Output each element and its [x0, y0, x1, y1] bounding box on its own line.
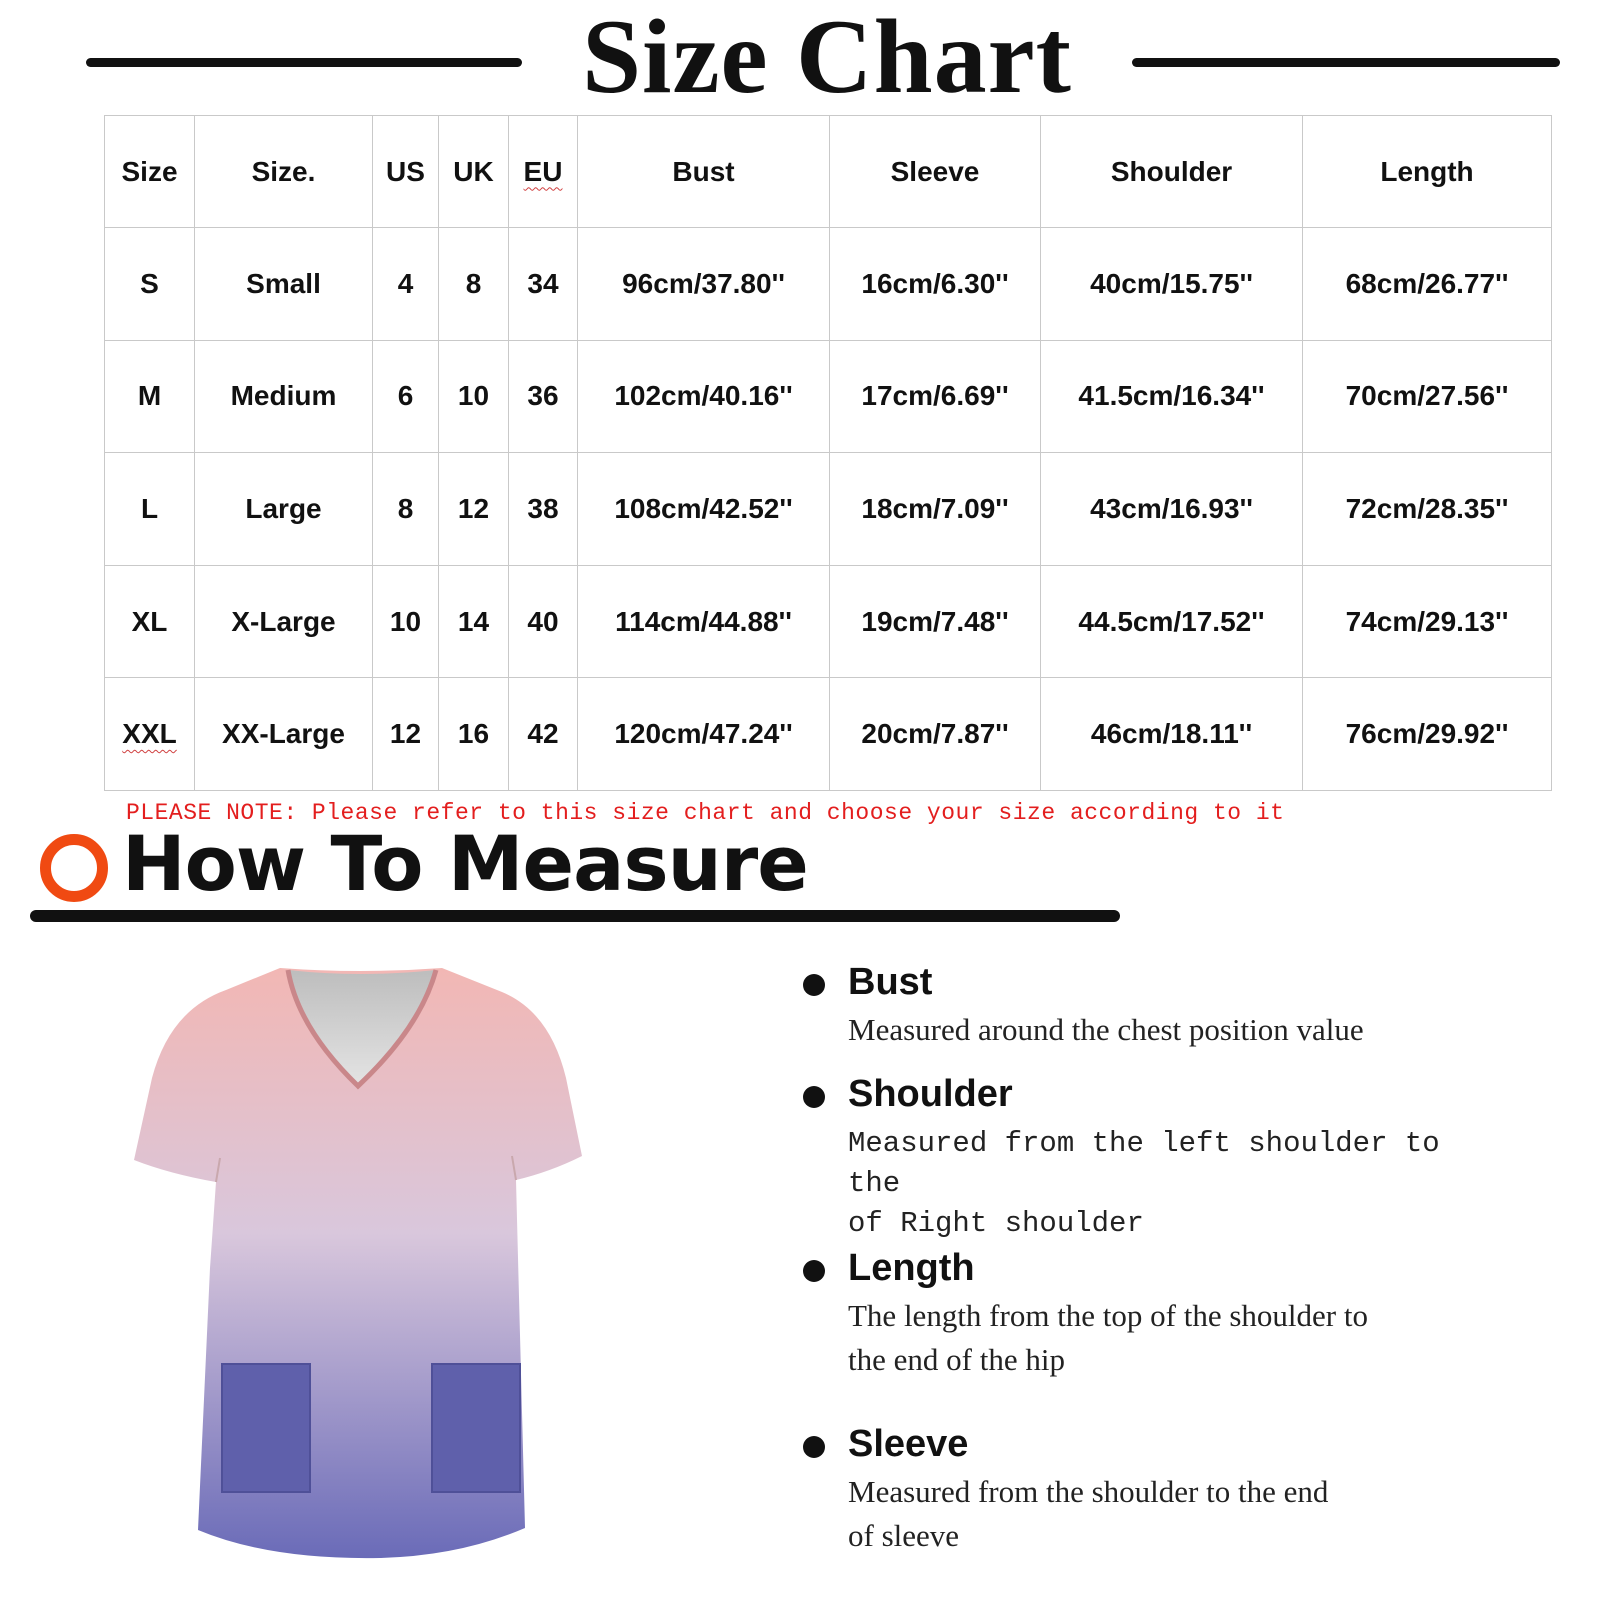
table-cell: 14	[439, 565, 509, 678]
table-row	[105, 228, 1552, 341]
size-table	[104, 115, 1552, 791]
page-title: Size Chart	[582, 0, 1072, 115]
table-cell: 6	[373, 340, 439, 453]
gradient-shirt-image	[130, 968, 610, 1568]
desc-line: of sleeve	[848, 1518, 960, 1553]
table-cell: 42	[509, 678, 578, 791]
column-header: Shoulder	[1041, 116, 1303, 228]
table-cell: 20cm/7.87''	[830, 678, 1041, 791]
table-cell: 18cm/7.09''	[830, 453, 1041, 566]
table-cell: 12	[439, 453, 509, 566]
column-header: EU	[509, 116, 578, 228]
bullet-dot-icon	[803, 1086, 825, 1108]
column-header: Bust	[578, 116, 830, 228]
measure-item-desc	[848, 1294, 1508, 1382]
table-cell: 16	[439, 678, 509, 791]
bullet-dot-icon	[803, 1260, 825, 1282]
desc-line: the end of the hip	[848, 1342, 1065, 1377]
table-cell: 70cm/27.56''	[1303, 340, 1552, 453]
desc-line: The length from the top of the shoulder to	[848, 1298, 1368, 1333]
table-cell: M	[105, 340, 195, 453]
table-cell: 19cm/7.48''	[830, 565, 1041, 678]
column-header: Size	[105, 116, 195, 228]
measure-item-title: Shoulder	[848, 1073, 1013, 1115]
column-header: US	[373, 116, 439, 228]
table-cell: 46cm/18.11''	[1041, 678, 1303, 791]
table-cell: 40cm/15.75''	[1041, 228, 1303, 341]
table-cell: 72cm/28.35''	[1303, 453, 1552, 566]
table-cell: 68cm/26.77''	[1303, 228, 1552, 341]
measure-item-desc	[848, 1124, 1508, 1244]
column-header: Sleeve	[830, 116, 1041, 228]
table-cell: 34	[509, 228, 578, 341]
column-header: UK	[439, 116, 509, 228]
table-cell: 10	[373, 565, 439, 678]
table-cell: Small	[195, 228, 373, 341]
table-cell: 12	[373, 678, 439, 791]
bullet-dot-icon	[803, 1436, 825, 1458]
table-cell: 41.5cm/16.34''	[1041, 340, 1303, 453]
desc-line: Measured from the left shoulder to the	[848, 1127, 1440, 1200]
size-chart-header	[0, 0, 1600, 115]
desc-line: of Right shoulder	[848, 1207, 1144, 1240]
table-cell: 108cm/42.52''	[578, 453, 830, 566]
title-rule-right	[1132, 58, 1560, 67]
table-cell: 40	[509, 565, 578, 678]
table-cell: 38	[509, 453, 578, 566]
table-cell: 43cm/16.93''	[1041, 453, 1303, 566]
desc-line: Measured from the shoulder to the end	[848, 1474, 1329, 1509]
table-row	[105, 565, 1552, 678]
table-cell: 96cm/37.80''	[578, 228, 830, 341]
table-header-row	[105, 116, 1552, 228]
table-cell: 76cm/29.92''	[1303, 678, 1552, 791]
table-cell: Medium	[195, 340, 373, 453]
how-to-measure-rule	[30, 910, 1120, 922]
measure-item-desc	[848, 1008, 1508, 1052]
table-cell: XX-Large	[195, 678, 373, 791]
table-cell: 17cm/6.69''	[830, 340, 1041, 453]
table-cell: 74cm/29.13''	[1303, 565, 1552, 678]
column-header: Length	[1303, 116, 1552, 228]
measure-item-desc	[848, 1470, 1508, 1558]
table-cell: 8	[373, 453, 439, 566]
table-cell: XL	[105, 565, 195, 678]
table-cell: 36	[509, 340, 578, 453]
measure-item-title: Bust	[848, 961, 933, 1003]
measure-item-title: Length	[848, 1247, 975, 1289]
table-row	[105, 453, 1552, 566]
table-cell: 120cm/47.24''	[578, 678, 830, 791]
table-cell: Large	[195, 453, 373, 566]
bullet-dot-icon	[803, 974, 825, 996]
table-cell: 16cm/6.30''	[830, 228, 1041, 341]
size-note: PLEASE NOTE: Please refer to this size chart and choose your size according to it	[126, 800, 1285, 826]
how-to-measure-title: How To Measure	[122, 819, 808, 908]
desc-line: Measured around the chest position value	[848, 1012, 1364, 1047]
table-cell: 10	[439, 340, 509, 453]
table-cell: 44.5cm/17.52''	[1041, 565, 1303, 678]
table-cell: 8	[439, 228, 509, 341]
table-cell: L	[105, 453, 195, 566]
table-row	[105, 340, 1552, 453]
measure-item-title: Sleeve	[848, 1423, 969, 1465]
table-cell: X-Large	[195, 565, 373, 678]
column-header: Size.	[195, 116, 373, 228]
title-rule-left	[86, 58, 522, 67]
table-cell: 102cm/40.16''	[578, 340, 830, 453]
ring-icon	[40, 834, 108, 902]
table-cell: S	[105, 228, 195, 341]
table-cell: 114cm/44.88''	[578, 565, 830, 678]
table-row	[105, 678, 1552, 791]
table-cell: XXL	[105, 678, 195, 791]
table-cell: 4	[373, 228, 439, 341]
